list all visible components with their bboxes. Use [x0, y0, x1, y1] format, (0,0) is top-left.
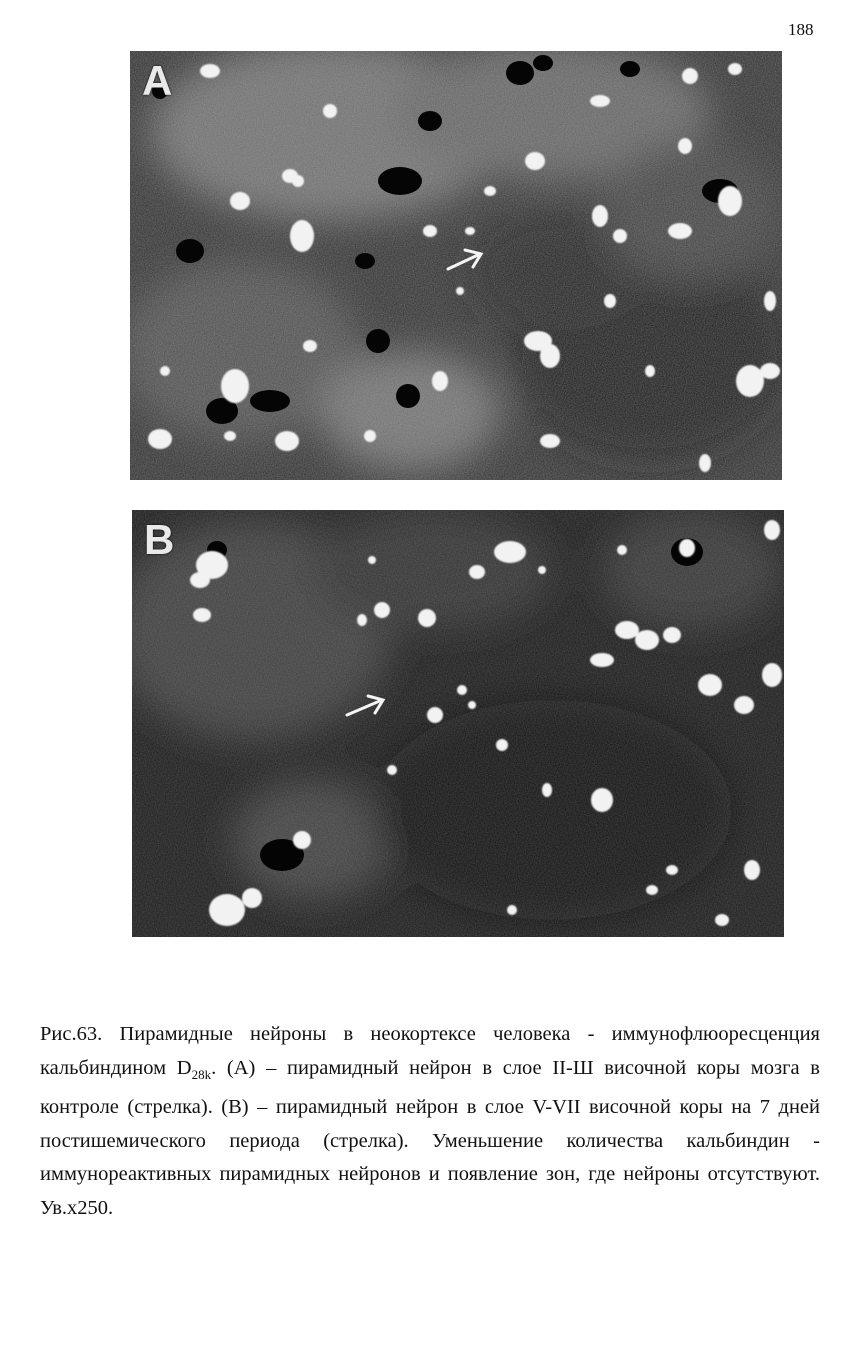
caption-part-1: Рис.63. Пирамидные нейроны в неокортексе человека - иммунофлюоресценция кальбиндином D [40, 1023, 820, 1079]
panel-a-label: A [142, 57, 173, 104]
caption-part-2: . (А) – пирамидный нейрон в слое II-Ш височной коры мозга в контроле (стрелка). (В) – пирамидный нейрон в слое V-VII височной коры на 7 дней постишемического периода (стрелка). Уменьшение количества кальбиндин - иммунореактивных пирамидных нейронов и появление зон, где нейроны отсутствуют. Ув.х250. [40, 1056, 820, 1219]
figure-caption [40, 1018, 820, 1225]
panel-b-label: B [144, 516, 175, 563]
micrograph-panel-a [130, 51, 782, 480]
caption-subscript: 28k [191, 1066, 212, 1082]
micrograph-a-image [130, 51, 782, 480]
page-number: 188 [788, 20, 814, 39]
micrograph-b-image [132, 510, 784, 937]
micrograph-panel-b [132, 510, 784, 937]
